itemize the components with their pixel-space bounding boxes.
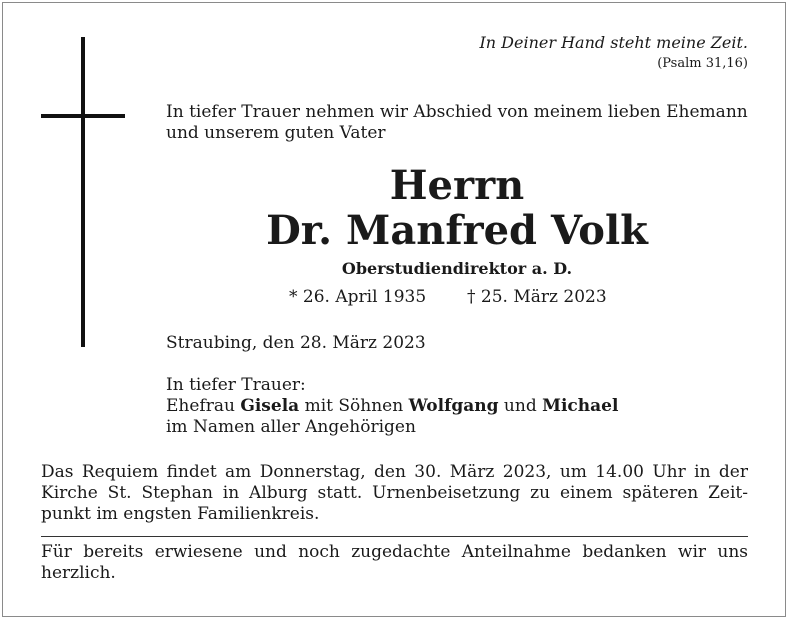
- place-date: Straubing, den 28. März 2023: [166, 333, 426, 353]
- salutation: Herrn: [389, 162, 525, 209]
- mourners-block: [166, 375, 618, 438]
- requiem-line: Kirche St. Stephan in Alburg statt. Urnenbeisetzung zu einem späteren Zeit-: [41, 483, 748, 503]
- cross-icon: [81, 37, 85, 347]
- intro-text: [166, 102, 748, 144]
- divider: [41, 536, 748, 537]
- mourners-line: [166, 396, 618, 417]
- mourner-wife: Gisela: [240, 396, 300, 416]
- mourners-heading: In tiefer Trauer:: [166, 375, 306, 395]
- mourners-and: und: [498, 396, 543, 416]
- requiem-line: Das Requiem findet am Donnerstag, den 30. März 2023, um 14.00 Uhr in der: [41, 462, 748, 482]
- deceased-name: Dr. Manfred Volk: [266, 207, 648, 254]
- mourner-son: Michael: [542, 396, 619, 416]
- thanks-note: [41, 542, 748, 584]
- thanks-line: Für bereits erwiesene und noch zugedachte Anteilnahme bedanken wir uns: [41, 542, 748, 562]
- requiem-line: punkt im engsten Familienkreis.: [41, 504, 320, 524]
- requiem-notice: [41, 462, 748, 525]
- death-date: † 25. März 2023: [467, 287, 607, 307]
- deceased-title: Oberstudiendirektor a. D.: [341, 259, 573, 278]
- mourner-son: Wolfgang: [408, 396, 499, 416]
- motto-quote: In Deiner Hand steht meine Zeit.: [479, 33, 748, 52]
- mourners-prefix: Ehefrau: [166, 396, 241, 416]
- motto-source: (Psalm 31,16): [657, 56, 748, 71]
- thanks-line: herzlich.: [41, 563, 116, 583]
- intro-line: und unserem guten Vater: [166, 123, 386, 143]
- mourners-mid: mit Söhnen: [299, 396, 409, 416]
- birth-date: * 26. April 1935: [289, 287, 427, 307]
- mourners-closing: im Namen aller Angehörigen: [166, 417, 416, 437]
- intro-line: In tiefer Trauer nehmen wir Abschied von meinem lieben Ehemann: [166, 102, 748, 122]
- cross-icon-beam: [41, 114, 125, 118]
